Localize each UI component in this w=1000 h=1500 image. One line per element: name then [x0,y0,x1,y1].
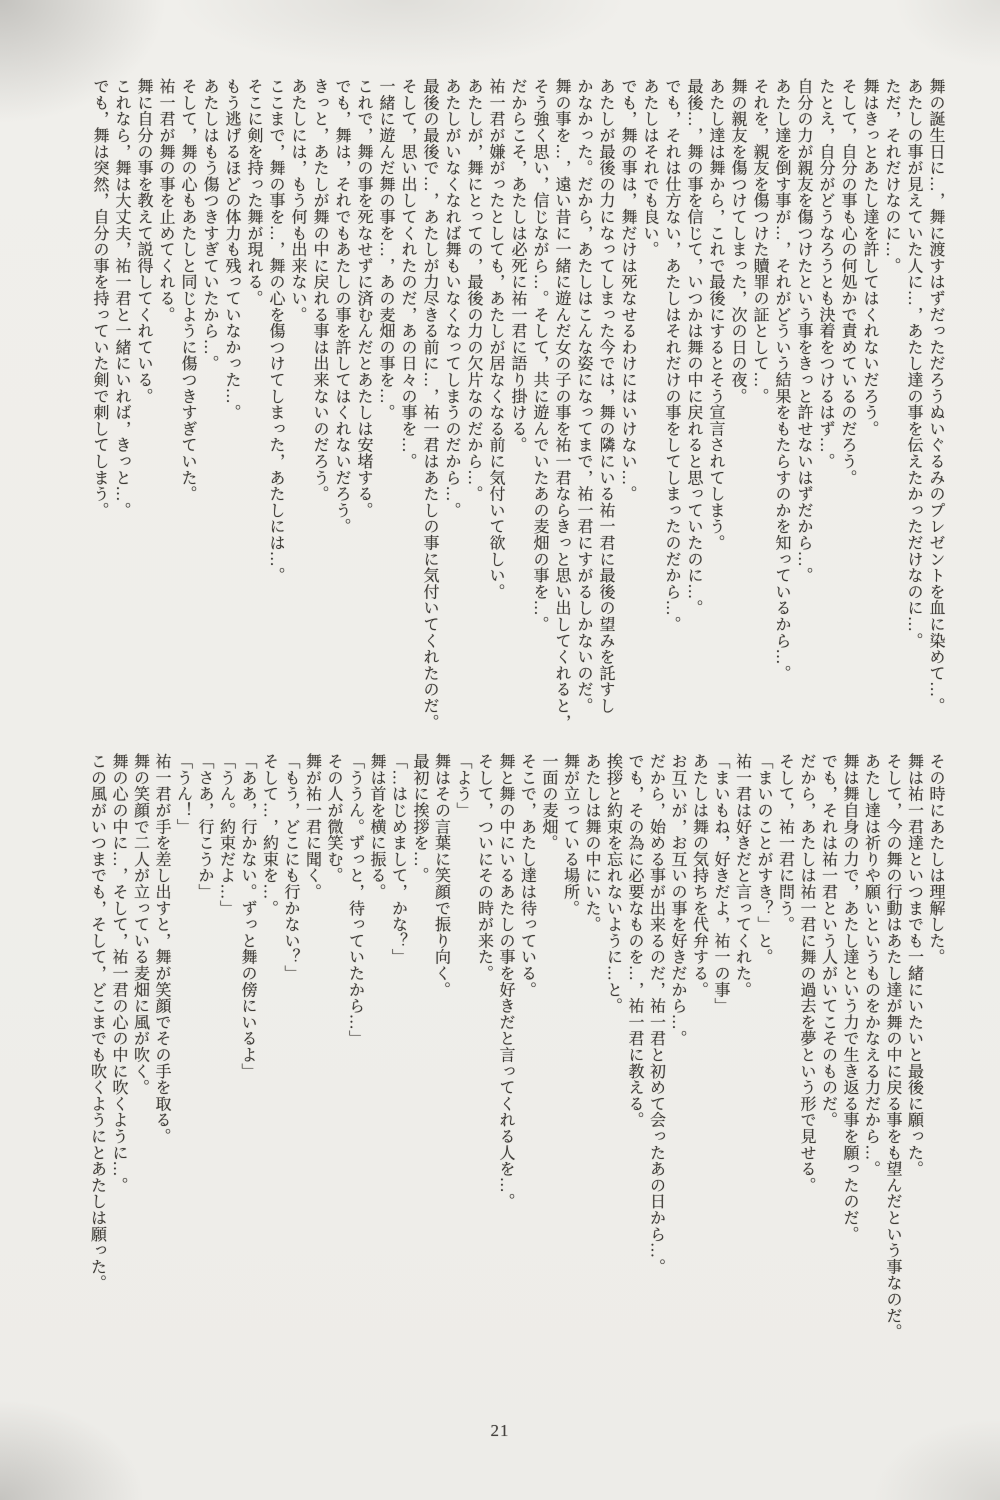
text-column: 最初に挨拶を…。 [411,753,428,884]
text-column: 舞は首を横に振る。 [368,753,385,900]
text-column: きっと，あたしが舞の中に戻れる事は出来ないのだろう。 [311,78,328,502]
text-column: あたしがいなくなれば舞もいなくなってしまうのだから…。 [443,78,460,519]
text-column: そして，自分の事も心の何処かで責めているのだろう。 [839,78,856,486]
text-column: 「さあ，行こうか」 [196,753,213,900]
text-column: これなら，舞は大丈夫，祐一君と一緒にいれば，きっと…。 [113,78,130,519]
text-column: もう逃げるほどの体力も残っていなかった…。 [223,78,240,421]
text-column: 舞はその言葉に笑顔で振り向く。 [432,753,450,998]
text-column: 舞は祐一君達といつまでも一緒にいたいと最後に願った。 [905,753,923,1177]
text-column: 最後…，舞の事を信じて，いつかは舞の中に戻れると思っていたのに…。 [685,78,702,616]
text-column: 舞が立っている場所。 [561,753,579,916]
text-column: そして，祐一君に問う。 [776,753,794,933]
text-column: でも，その為に必要なものを…，祐一君に教える。 [626,753,643,1128]
text-column: 舞の誕生日に…，舞に渡すはずだっただろうぬいぐるみのプレゼントを血に染めて…。 [927,78,944,714]
text-column: そこに剣を持った舞が現れる。 [245,78,262,307]
text-column: あたし達は舞から，これで最後にするとそう宣言されてしまう。 [707,78,724,551]
text-column: 「うん！」 [174,753,192,835]
page-number: 21 [490,1421,510,1440]
text-column: 舞の親友を傷つけてしまった，次の日の夜。 [729,78,746,404]
text-column: だからこそ，あたしは必死に祐一君に語り掛ける。 [509,78,526,453]
text-column: あたし達は祈りや願いというものをかなえる力だから…。 [862,753,880,1177]
text-column: あたしの事が見えていた人に…，あたし達の事を伝えたかっただけなのに…。 [905,78,922,649]
text-column: でも，舞の事は，舞だけは死なせるわけにはいけない…。 [619,78,636,502]
text-column: あたしはもう傷つきすぎていたから…。 [201,78,218,372]
text-column: 「ああ，行かない。ずっと舞の傍にいるよ」 [239,753,256,1079]
text-column: お互いが，お互いの事を好きだから…。 [669,753,686,1047]
text-column: 挨拶と約束を忘れないように…と。 [604,753,622,1014]
text-column: たとえ，自分がどうなろうとも決着をつけるはず…。 [817,78,834,470]
text-column: 「まいもね，好きだよ，祐一の事」 [712,753,729,1014]
text-column: だから，始める事が出来るのだ，祐一君と初めて会ったあの日から…。 [647,753,665,1275]
text-column: 舞はきっとあたし達を許してはくれないだろう。 [861,78,878,437]
text-column: 祐一君が嫌がったとしても，あたしが居なくなる前に気付いて欲しい。 [487,78,504,600]
text-column: 「うん。約束だよ…」 [217,753,235,916]
text-column: この風がいつまでも，そして，どこまでも吹くようにとあたしは願った。 [88,753,106,1291]
text-column: 祐一君が舞の事を止めてくれる。 [157,78,174,323]
text-column: その時にあたしは理解した。 [927,753,944,965]
text-column: 舞は舞自身の力で，あたし達という力で生き返る事を願ったのだ。 [841,753,858,1242]
text-column: あたしが最後の力になってしまった今では，舞の隣にいる祐一君に最後の望みを託すし [597,78,614,714]
text-column: 一面の麦畑。 [540,753,557,851]
text-column: でも，それは仕方ない，あたしはそれだけの事をしてしまったのだから…。 [663,78,680,633]
text-column: そして，舞の心もあたしと同じように傷つきすぎていた。 [179,78,196,502]
text-column: 舞の事を…，遠い昔に一緒に遊んだ女の子の事を祐一君ならきっと思い出してくれると， [553,78,570,730]
text-column: 舞に自分の事を教えて説得してくれている。 [135,78,152,404]
text-column: 「もう，どこにも行かない？」 [282,753,299,982]
text-column: 「…はじめまして，かな？」 [389,753,407,965]
text-column: でも，舞は，それでもあたしの事を許してはくれないだろう。 [333,78,350,535]
text-column: 舞の心の中に…，そして，祐一君の心の中に吹くように…。 [110,753,127,1194]
text-column: 一緒に遊んだ舞の事を…，あの麦畑の事を…。 [377,78,394,421]
text-column: その人が微笑む。 [325,753,342,884]
text-column: そして…，約束を…。 [260,753,278,916]
text-column: 舞と舞の中にいるあたしの事を好きだと言ってくれる人を…。 [497,753,514,1210]
text-column: だから，あたしは祐一君に舞の過去を夢という形で見せる。 [798,753,815,1194]
text-column: あたしは舞の気持ちを代弁する。 [690,753,708,998]
text-column: でも，それは祐一君という人がいてこそのものだ。 [819,753,837,1128]
text-column: あたしには，もう何も出来ない。 [289,78,306,323]
text-column: そして，思い出してくれたのだ，あの日々の事を…。 [399,78,416,470]
text-column: 自分の力が親友を傷つけたという事をきっと許せないはずだから…。 [795,78,812,584]
text-column: あたしはそれでも良い。 [641,78,658,258]
text-column: でも，舞は突然，自分の事を持っていた剣で刺してしまう。 [91,78,108,519]
text-column: かなかった。だから，あたしはこんな姿になってまで，祐一君にすがるしかないのだ。 [575,78,592,714]
top-text-block [88,78,946,778]
text-column: あたし達を倒す事が…，それがどういう結果をもたらすのかを知っているから…。 [773,78,790,682]
text-column: 祐一君は好きだと言ってくれた。 [733,753,751,998]
text-column: これで，舞の事を死なせずに済むんだとあたしは安堵する。 [355,78,372,519]
text-column: あたしは舞の中にいた。 [583,753,600,933]
text-column: 舞の笑顔で二人が立っている麦畑に風が吹く。 [131,753,149,1096]
text-column: 「よう」 [454,753,471,819]
text-column: そして，ついにその時が来た。 [475,753,493,982]
text-column: そこで，あたし達は待っている。 [518,753,536,998]
text-column: 最後の最後で…，あたしが力尽きる前に…，祐一君はあたしの事に気付いてくれたのだ。 [421,78,438,730]
text-column: あたしが，舞にとっての，最後の力の欠片なのだから…。 [465,78,482,502]
text-column: 「まいのことがすき？」と。 [755,753,772,965]
text-column: そう強く思い，信じながら…。そして，共に遊んでいたあの麦畑の事を…。 [531,78,548,633]
text-column: ここまで，舞の事を…，舞の心を傷つけてしまった，あたしには…。 [267,78,284,584]
text-column: 「ううん。ずっと，待っていたから…」 [346,753,364,1047]
text-column: 祐一君が手を差し出すと，舞が笑顔でその手を取る。 [153,753,170,1145]
text-column: 舞が祐一君に聞く。 [303,753,321,900]
text-column: そして，今の舞の行動はあたし達が舞の中に戻る事をも望んだという事なのだ。 [884,753,901,1340]
bottom-text-block [86,753,946,1393]
text-column: それを，親友を傷つけた贖罪の証として…。 [751,78,768,404]
text-column: ただ，それだけなのに…。 [883,78,900,274]
